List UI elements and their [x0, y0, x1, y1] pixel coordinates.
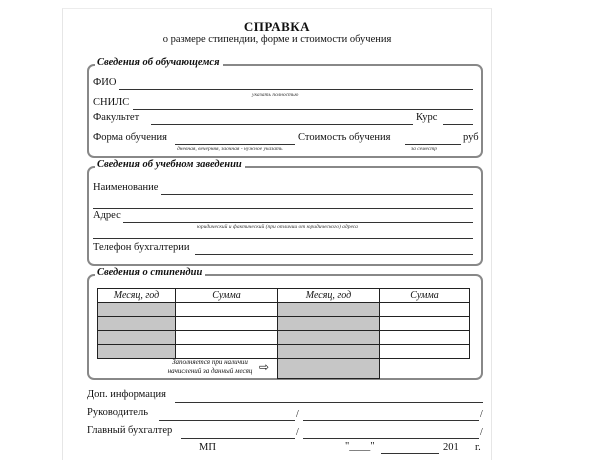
month-cell[interactable] — [98, 345, 176, 359]
amount-cell[interactable] — [176, 303, 278, 317]
cost-field[interactable] — [405, 144, 461, 145]
study-form-hint: дневная, вечерняя, заочная - нужное указать — [177, 146, 283, 152]
amount-cell[interactable] — [176, 317, 278, 331]
address-field[interactable] — [123, 222, 473, 223]
cost-label: Стоимость обучения — [298, 132, 391, 143]
month-cell[interactable] — [98, 303, 176, 317]
table-row — [98, 331, 470, 345]
amount-cell[interactable] — [380, 331, 470, 345]
head-name-field[interactable] — [159, 420, 295, 421]
head-label: Руководитель — [87, 407, 148, 418]
currency-label: руб — [463, 132, 479, 143]
slash-divider: / — [296, 409, 299, 420]
faculty-field[interactable] — [151, 124, 413, 125]
conditional-note — [151, 358, 269, 376]
course-label: Курс — [416, 112, 438, 123]
fio-hint: указать полностью — [252, 92, 299, 98]
course-field[interactable] — [443, 124, 473, 125]
month-year-header: Месяц, год — [98, 289, 176, 303]
fio-field[interactable] — [119, 89, 473, 90]
month-cell[interactable] — [98, 317, 176, 331]
institution-section — [87, 159, 483, 266]
conditional-month-cell[interactable] — [278, 359, 380, 379]
stipend-table-header — [98, 289, 470, 303]
table-row — [98, 303, 470, 317]
fio-label: ФИО — [93, 77, 117, 88]
month-cell[interactable] — [278, 317, 380, 331]
month-cell[interactable] — [98, 331, 176, 345]
institution-section-title: Сведения об учебном заведении — [95, 159, 245, 170]
amount-cell[interactable] — [176, 331, 278, 345]
month-cell[interactable] — [278, 345, 380, 359]
date-year-suffix: г. — [475, 442, 481, 453]
form-subtitle: о размере стипендии, форме и стоимости обучения — [162, 34, 392, 45]
slash-divider: / — [296, 427, 299, 438]
amount-cell[interactable] — [176, 345, 278, 359]
amount-cell[interactable] — [380, 317, 470, 331]
slash-divider: / — [480, 427, 483, 438]
form-title: СПРАВКА — [243, 19, 311, 34]
address-label: Адрес — [93, 210, 121, 221]
institution-name-field-2[interactable] — [93, 208, 473, 209]
cost-hint: за семестр — [411, 146, 437, 152]
conditional-note-line-2: начислений за данный месяц — [167, 367, 253, 375]
study-form-label: Форма обучения — [93, 132, 167, 143]
address-hint: юридический и фактический (при отличии от юридического) адреса — [197, 224, 358, 230]
date-year: 201 — [443, 442, 459, 453]
institution-name-field[interactable] — [161, 194, 473, 195]
extra-info-field[interactable] — [175, 402, 483, 403]
certificate-form — [62, 8, 492, 460]
amount-cell[interactable] — [380, 345, 470, 359]
month-cell[interactable] — [278, 331, 380, 345]
accountant-name-field[interactable] — [181, 438, 295, 439]
arrow-right-icon: ⇨ — [259, 360, 270, 374]
extra-info-label: Доп. информация — [87, 389, 166, 400]
accountant-label: Главный бухгалтер — [87, 425, 173, 436]
conditional-note-line-1: Заполняется при наличии — [172, 358, 248, 366]
stipend-section — [87, 267, 483, 380]
phone-label: Телефон бухгалтерии — [93, 242, 190, 253]
head-signature-field[interactable] — [303, 420, 479, 421]
table-row — [98, 317, 470, 331]
phone-field[interactable] — [195, 254, 473, 255]
institution-name-label: Наименование — [93, 182, 159, 193]
amount-header-2: Сумма — [380, 289, 470, 303]
accountant-signature-field[interactable] — [303, 438, 479, 439]
amount-header: Сумма — [176, 289, 278, 303]
table-row — [98, 345, 470, 359]
date-month-field[interactable] — [381, 453, 439, 454]
slash-divider: / — [480, 409, 483, 420]
snils-field[interactable] — [133, 109, 473, 110]
stamp-label: МП — [199, 442, 216, 453]
date-day-field[interactable]: "____" — [345, 441, 375, 452]
month-year-header-2: Месяц, год — [278, 289, 380, 303]
student-section — [87, 57, 483, 158]
faculty-label: Факультет — [93, 112, 140, 123]
snils-label: СНИЛС — [93, 97, 130, 108]
student-section-title: Сведения об обучающемся — [95, 57, 223, 68]
address-field-2[interactable] — [93, 238, 473, 239]
amount-cell[interactable] — [380, 303, 470, 317]
month-cell[interactable] — [278, 303, 380, 317]
stipend-section-title: Сведения о стипендии — [95, 267, 205, 278]
study-form-field[interactable] — [175, 144, 295, 145]
